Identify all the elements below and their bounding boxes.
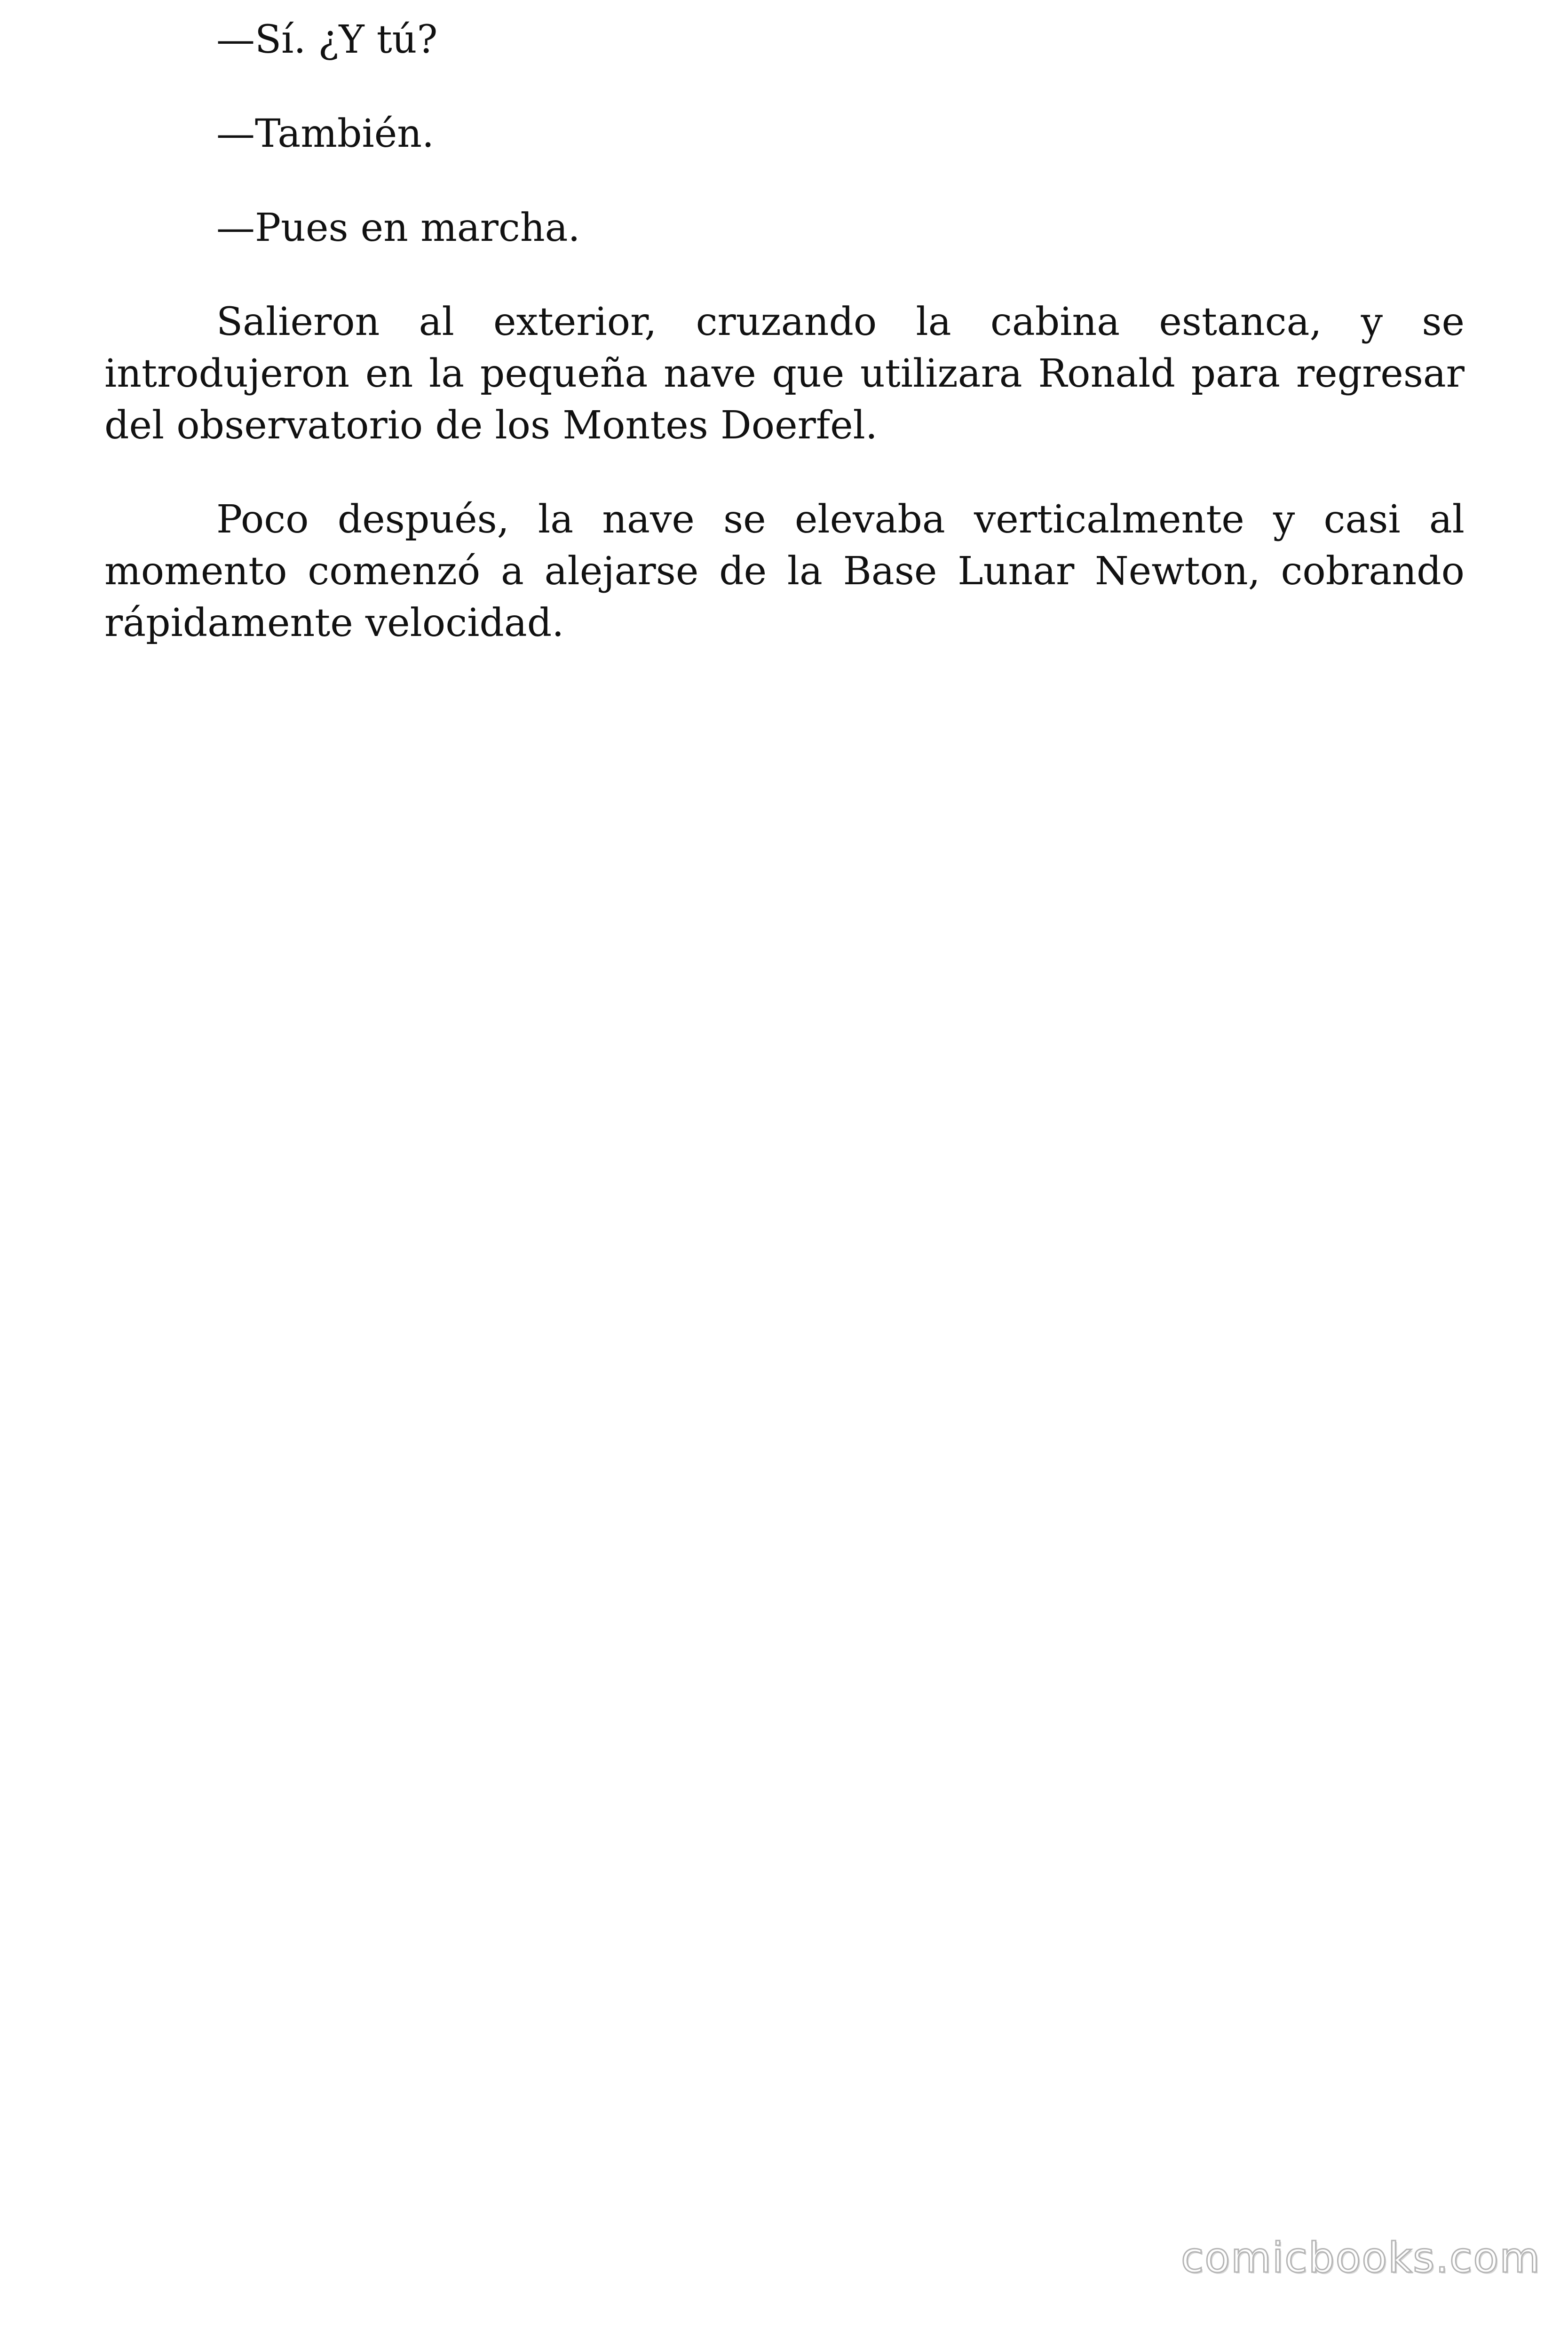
watermark: comicbooks.com: [1180, 2233, 1541, 2282]
narrative-paragraph: Poco después, la nave se elevaba verticalmente y casi al momento comenzó a alejarse de la Base Lunar Newton, cobrando rápidamente velocidad.: [104, 497, 1465, 645]
dialogue-line: —Sí. ¿Y tú?: [216, 17, 438, 62]
narrative-paragraph: Salieron al exterior, cruzando la cabina estanca, y se introdujeron en la pequeña nave que utilizara Ronald para regresar del observatorio de los Montes Doerfel.: [104, 300, 1465, 448]
text-column: [104, 14, 1465, 691]
dialogue-line: —Pues en marcha.: [216, 206, 580, 250]
dialogue-line: —También.: [216, 111, 435, 156]
